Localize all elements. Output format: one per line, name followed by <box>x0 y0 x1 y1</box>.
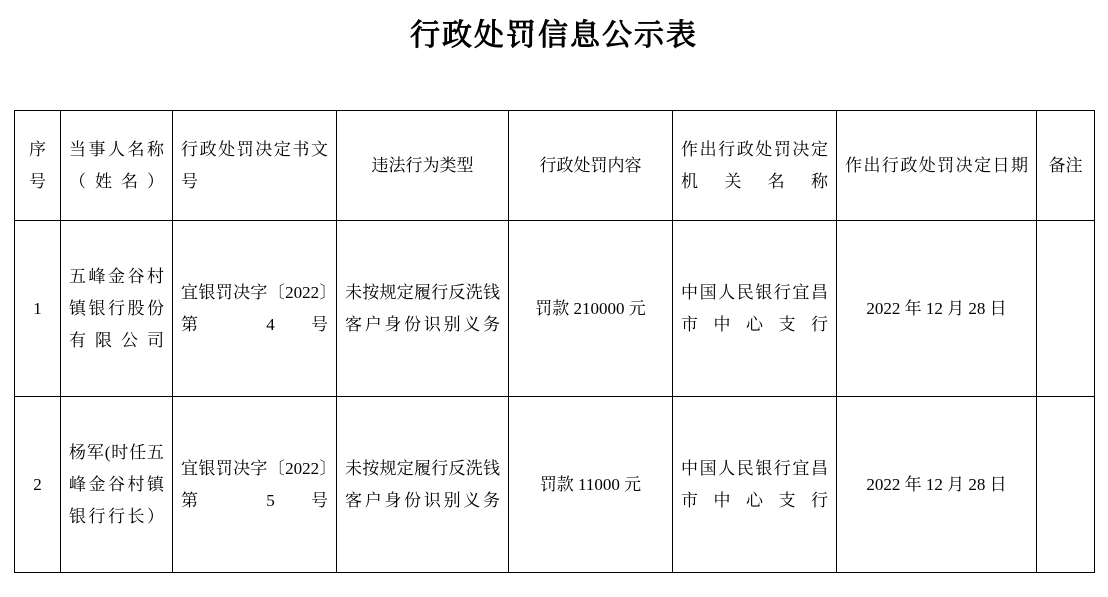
cell-party-text: 五峰金谷村镇银行股份有限公司 <box>69 266 164 350</box>
cell-authority-text: 中国人民银行宜昌市中心支行 <box>681 458 828 510</box>
header-cell-date <box>837 111 1037 221</box>
header-label-party: 当事人名称（姓名） <box>69 139 164 191</box>
header-cell-authority <box>673 111 837 221</box>
header-label-remark: 备注 <box>1048 155 1083 175</box>
cell-party-text: 杨军(时任五峰金谷村镇银行行长） <box>69 442 164 526</box>
cell-date <box>837 221 1037 397</box>
cell-violation-type <box>337 397 509 573</box>
cell-violation-type-text: 未按规定履行反洗钱客户身份识别义务 <box>345 458 500 510</box>
header-label-penalty-content: 行政处罚内容 <box>539 155 642 175</box>
cell-penalty-content-text: 罚款 11000 元 <box>539 474 642 494</box>
cell-remark <box>1037 397 1095 573</box>
table-row <box>15 221 1095 397</box>
cell-authority-text: 中国人民银行宜昌市中心支行 <box>681 282 828 334</box>
header-cell-seq <box>15 111 61 221</box>
cell-doc-no <box>173 221 337 397</box>
penalty-information-table <box>14 110 1095 573</box>
table-header-row <box>15 111 1095 221</box>
header-cell-doc-no <box>173 111 337 221</box>
cell-doc-no-text: 宜银罚决字〔2022〕第 5 号 <box>181 458 328 510</box>
header-label-date: 作出行政处罚决定日期 <box>845 155 1028 175</box>
header-label-seq: 序号 <box>29 139 46 191</box>
cell-penalty-content-text: 罚款 210000 元 <box>535 298 646 318</box>
cell-violation-type <box>337 221 509 397</box>
cell-authority <box>673 397 837 573</box>
table-row <box>15 397 1095 573</box>
cell-authority <box>673 221 837 397</box>
cell-party <box>61 397 173 573</box>
cell-penalty-content <box>509 397 673 573</box>
cell-date <box>837 397 1037 573</box>
header-cell-penalty-content <box>509 111 673 221</box>
table-header <box>15 111 1095 221</box>
header-cell-violation-type <box>337 111 509 221</box>
cell-date-text: 2022 年 12 月 28 日 <box>866 298 1007 318</box>
page-title: 行政处罚信息公示表 <box>410 19 698 52</box>
header-cell-party <box>61 111 173 221</box>
cell-violation-type-text: 未按规定履行反洗钱客户身份识别义务 <box>345 282 500 334</box>
cell-penalty-content <box>509 221 673 397</box>
document-page <box>0 14 1108 597</box>
cell-seq: 1 <box>15 221 61 397</box>
header-cell-remark <box>1037 111 1095 221</box>
penalty-table-wrapper <box>14 110 1094 573</box>
header-label-doc-no: 行政处罚决定书文号 <box>181 139 328 191</box>
cell-remark <box>1037 221 1095 397</box>
header-label-violation-type: 违法行为类型 <box>371 155 474 175</box>
cell-party <box>61 221 173 397</box>
cell-date-text: 2022 年 12 月 28 日 <box>866 474 1007 494</box>
header-label-authority: 作出行政处罚决定机关名称 <box>681 139 828 191</box>
cell-seq: 2 <box>15 397 61 573</box>
cell-doc-no <box>173 397 337 573</box>
cell-doc-no-text: 宜银罚决字〔2022〕第 4 号 <box>181 282 328 334</box>
table-body <box>15 221 1095 573</box>
